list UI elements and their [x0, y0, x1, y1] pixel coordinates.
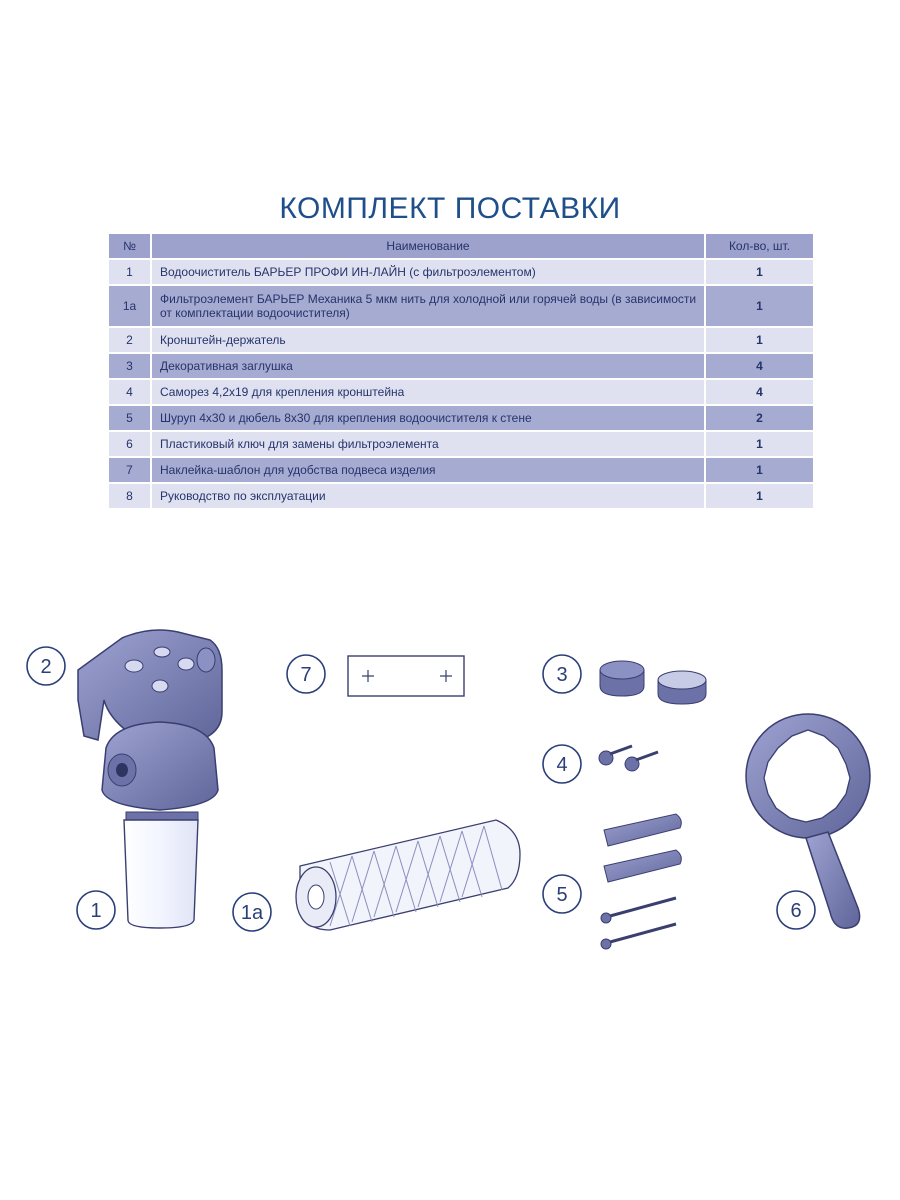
svg-text:4: 4: [556, 754, 568, 776]
row-name: Саморез 4,2х19 для крепления кронштейна: [152, 380, 704, 404]
row-qty: 1: [706, 484, 813, 508]
row-name: Пластиковый ключ для замены фильтроэлемента: [152, 432, 704, 456]
row-qty: 4: [706, 354, 813, 378]
row-qty: 1: [706, 260, 813, 284]
row-num: 3: [109, 354, 150, 378]
table-row: [109, 328, 813, 352]
sticker-template-icon: [348, 656, 464, 696]
svg-text:6: 6: [790, 900, 802, 922]
row-name: Кронштейн-держатель: [152, 328, 704, 352]
row-name: Шуруп 4х30 и дюбель 8х30 для крепления водоочистителя к стене: [152, 406, 704, 430]
row-name: Наклейка-шаблон для удобства подвеса изделия: [152, 458, 704, 482]
table-row: [109, 380, 813, 404]
row-qty: 2: [706, 406, 813, 430]
header-qty: Кол-во, шт.: [706, 234, 813, 258]
water-purifier-icon: [102, 722, 218, 928]
callout-3: [543, 655, 581, 693]
svg-text:3: 3: [556, 664, 568, 686]
svg-text:2: 2: [40, 656, 52, 678]
row-num: 2: [109, 328, 150, 352]
row-num: 1: [109, 260, 150, 284]
callout-4: [543, 745, 581, 783]
row-name: Фильтроэлемент БАРЬЕР Механика 5 мкм нить для холодной или горячей воды (в зависимости от комплектации водоочистителя): [152, 286, 704, 326]
table-row: [109, 286, 813, 326]
row-qty: 1: [706, 286, 813, 326]
dowel-and-screw-icon: [601, 814, 681, 949]
table-row: [109, 484, 813, 508]
table-row: [109, 260, 813, 284]
row-num: 5: [109, 406, 150, 430]
row-num: 8: [109, 484, 150, 508]
callout-7: [287, 655, 325, 693]
delivery-set-table: [107, 232, 815, 510]
svg-text:1: 1: [90, 900, 102, 922]
callout-1: [77, 891, 115, 929]
svg-text:7: 7: [300, 664, 312, 686]
components-illustration: [0, 600, 900, 1000]
self-tapping-screw-icon: [599, 746, 658, 771]
header-num: №: [109, 234, 150, 258]
page-title: КОМПЛЕКТ ПОСТАВКИ: [279, 192, 621, 226]
callout-5: [543, 875, 581, 913]
table-row: [109, 458, 813, 482]
row-qty: 4: [706, 380, 813, 404]
row-num: 1а: [109, 286, 150, 326]
row-qty: 1: [706, 432, 813, 456]
row-num: 6: [109, 432, 150, 456]
callout-6: [777, 891, 815, 929]
header-name: Наименование: [152, 234, 704, 258]
row-num: 7: [109, 458, 150, 482]
filter-cartridge-icon: [296, 820, 520, 930]
table-header-row: [109, 234, 813, 258]
callout-2: [27, 647, 65, 685]
callout-1a: [233, 893, 271, 931]
table-row: [109, 354, 813, 378]
decorative-cap-icon: [600, 661, 706, 704]
table-row: [109, 406, 813, 430]
svg-text:1а: 1а: [240, 902, 264, 924]
svg-text:5: 5: [556, 884, 568, 906]
row-num: 4: [109, 380, 150, 404]
row-name: Декоративная заглушка: [152, 354, 704, 378]
table-row: [109, 432, 813, 456]
row-name: Водоочиститель БАРЬЕР ПРОФИ ИН-ЛАЙН (с фильтроэлементом): [152, 260, 704, 284]
row-qty: 1: [706, 458, 813, 482]
row-qty: 1: [706, 328, 813, 352]
row-name: Руководство по эксплуатации: [152, 484, 704, 508]
